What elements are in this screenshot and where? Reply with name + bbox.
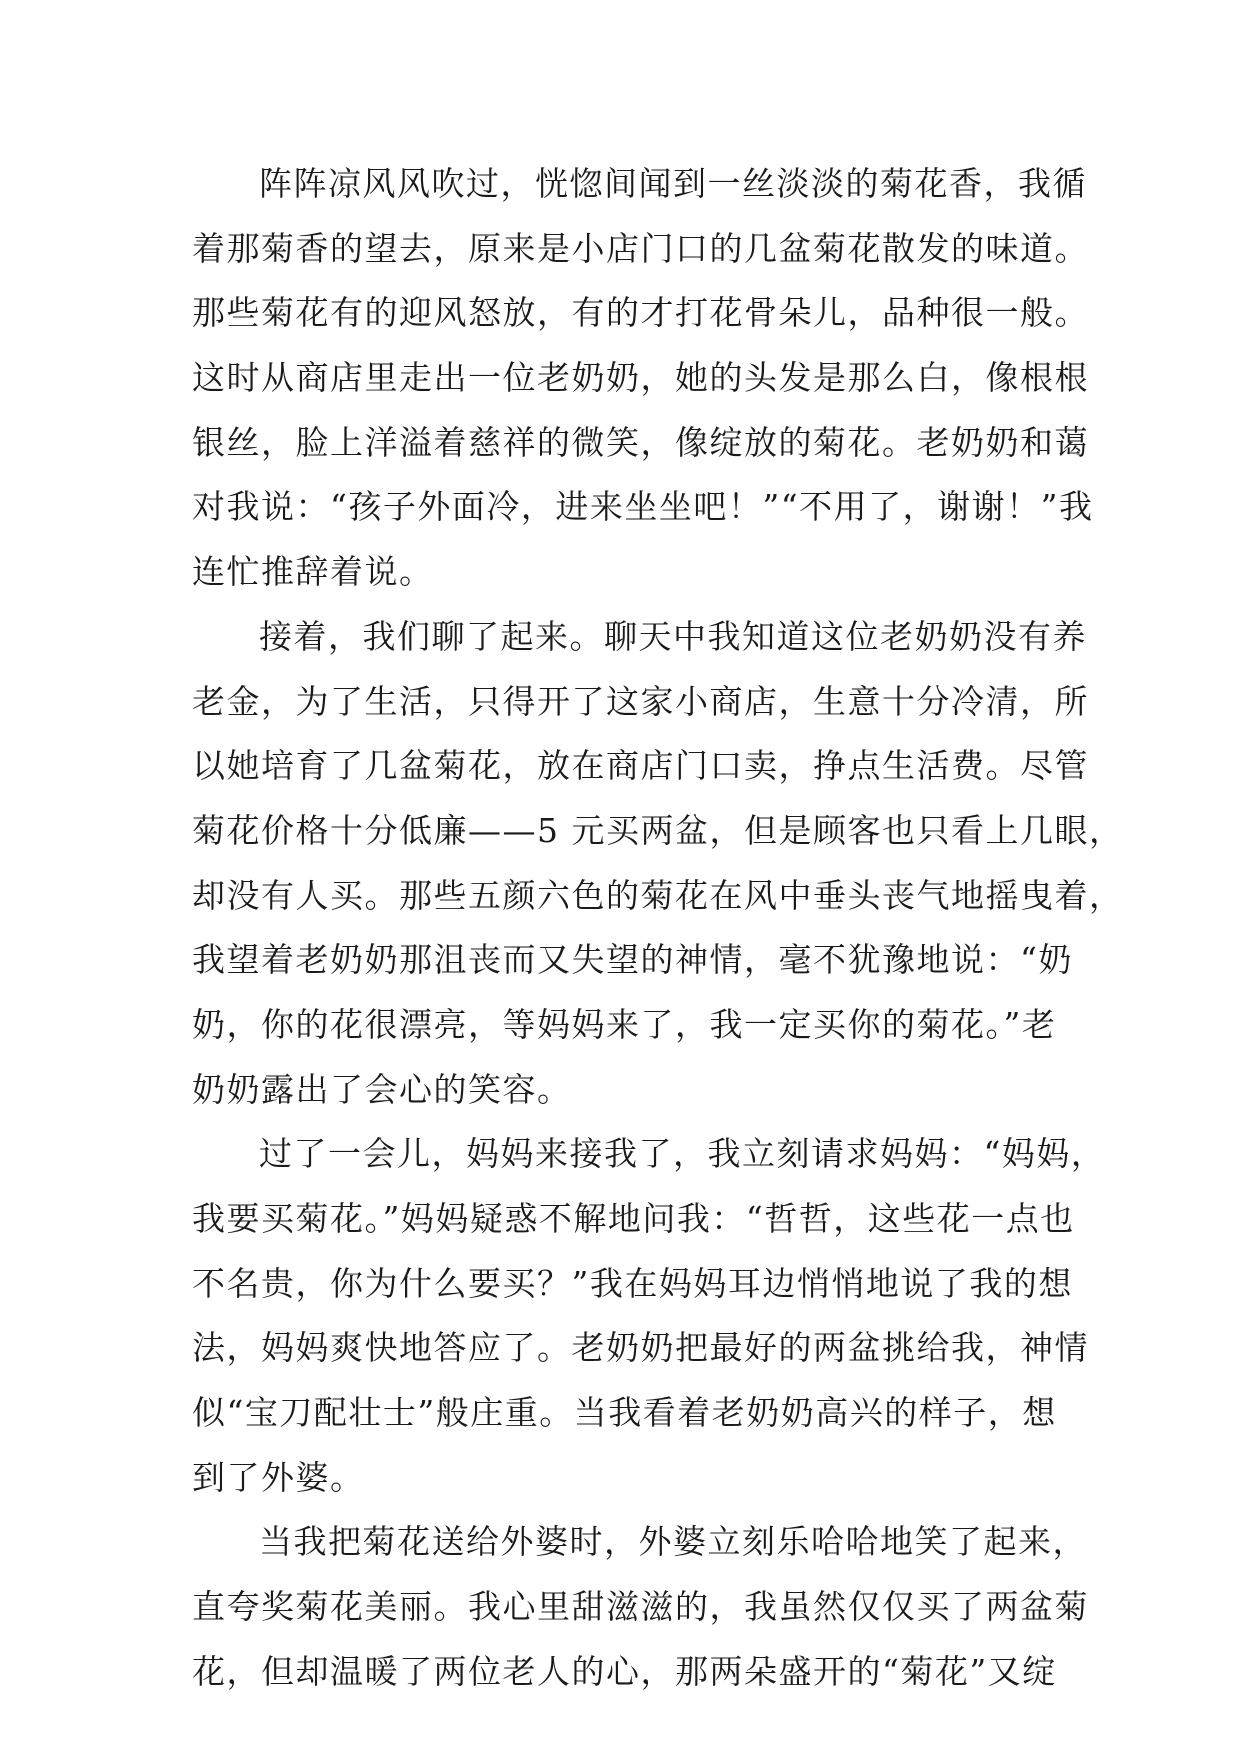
- paragraph-2-line: 却没有人买。那些五颜六色的菊花在风中垂头丧气地摇曳着，: [192, 875, 1124, 915]
- paragraph-4-line: 直夸奖菊花美丽。我心里甜滋滋的，我虽然仅仅买了两盆菊: [192, 1587, 1089, 1627]
- paragraph-3-line: 到了外婆。: [192, 1457, 365, 1497]
- paragraph-1-line: 对我说：“孩子外面冷，进来坐坐吧！”“不用了，谢谢！”我: [192, 487, 1094, 527]
- paragraph-1-line: 阵阵凉风风吹过，恍惚间闻到一丝淡淡的菊花香，我循: [259, 164, 1087, 203]
- essay-body: [192, 162, 1124, 1715]
- paragraph-2-line: 接着，我们聊了起来。聊天中我知道这位老奶奶没有养: [259, 616, 1087, 656]
- paragraph-3-line: 我要买菊花。”妈妈疑惑不解地问我：“哲哲，这些花一点也: [192, 1199, 1075, 1238]
- paragraph-2-line: 以她培育了几盆菊花，放在商店门口卖，挣点生活费。尽管: [192, 746, 1089, 786]
- paragraph-3-line: 似“宝刀配壮士”般庄重。当我看着老奶奶高兴的样子，想: [192, 1393, 1057, 1433]
- paragraph-1-line: 这时从商店里走出一位老奶奶，她的头发是那么白，像根根: [192, 358, 1089, 398]
- paragraph-2-line: 我望着老奶奶那沮丧而又失望的神情，毫不犹豫地说：“奶: [192, 940, 1073, 980]
- paragraph-2-line: 奶，你的花很漂亮，等妈妈来了，我一定买你的菊花。”老: [192, 1004, 1057, 1044]
- paragraph-2-line: 菊花价格十分低廉——5 元买两盆，但是顾客也只看上几眼，: [192, 810, 1124, 850]
- paragraph-3-line: 不名贵，你为什么要买？”我在妈妈耳边悄悄地说了我的想: [192, 1263, 1073, 1303]
- paragraph-4-line: 当我把菊花送给外婆时，外婆立刻乐哈哈地笑了起来，: [259, 1522, 1087, 1562]
- paragraph-1-line: 银丝，脸上洋溢着慈祥的微笑，像绽放的菊花。老奶奶和蔼: [192, 422, 1089, 462]
- paragraph-1-line: 连忙推辞着说。: [192, 552, 434, 592]
- paragraph-2-line: 老金，为了生活，只得开了这家小商店，生意十分冷清，所: [192, 681, 1089, 721]
- paragraph-3-line: 过了一会儿，妈妈来接我了，我立刻请求妈妈：“妈妈，: [259, 1134, 1106, 1174]
- paragraph-3-line: 法，妈妈爽快地答应了。老奶奶把最好的两盆挑给我，神情: [192, 1328, 1089, 1368]
- paragraph-1-line: 着那菊香的望去，原来是小店门口的几盆菊花散发的味道。: [192, 228, 1089, 268]
- paragraph-4-line: 花，但却温暖了两位老人的心，那两朵盛开的“菊花”又绽: [192, 1651, 1057, 1691]
- paragraph-2-line: 奶奶露出了会心的笑容。: [192, 1069, 572, 1109]
- paragraph-1-line: 那些菊花有的迎风怒放，有的才打花骨朵儿，品种很一般。: [192, 293, 1089, 333]
